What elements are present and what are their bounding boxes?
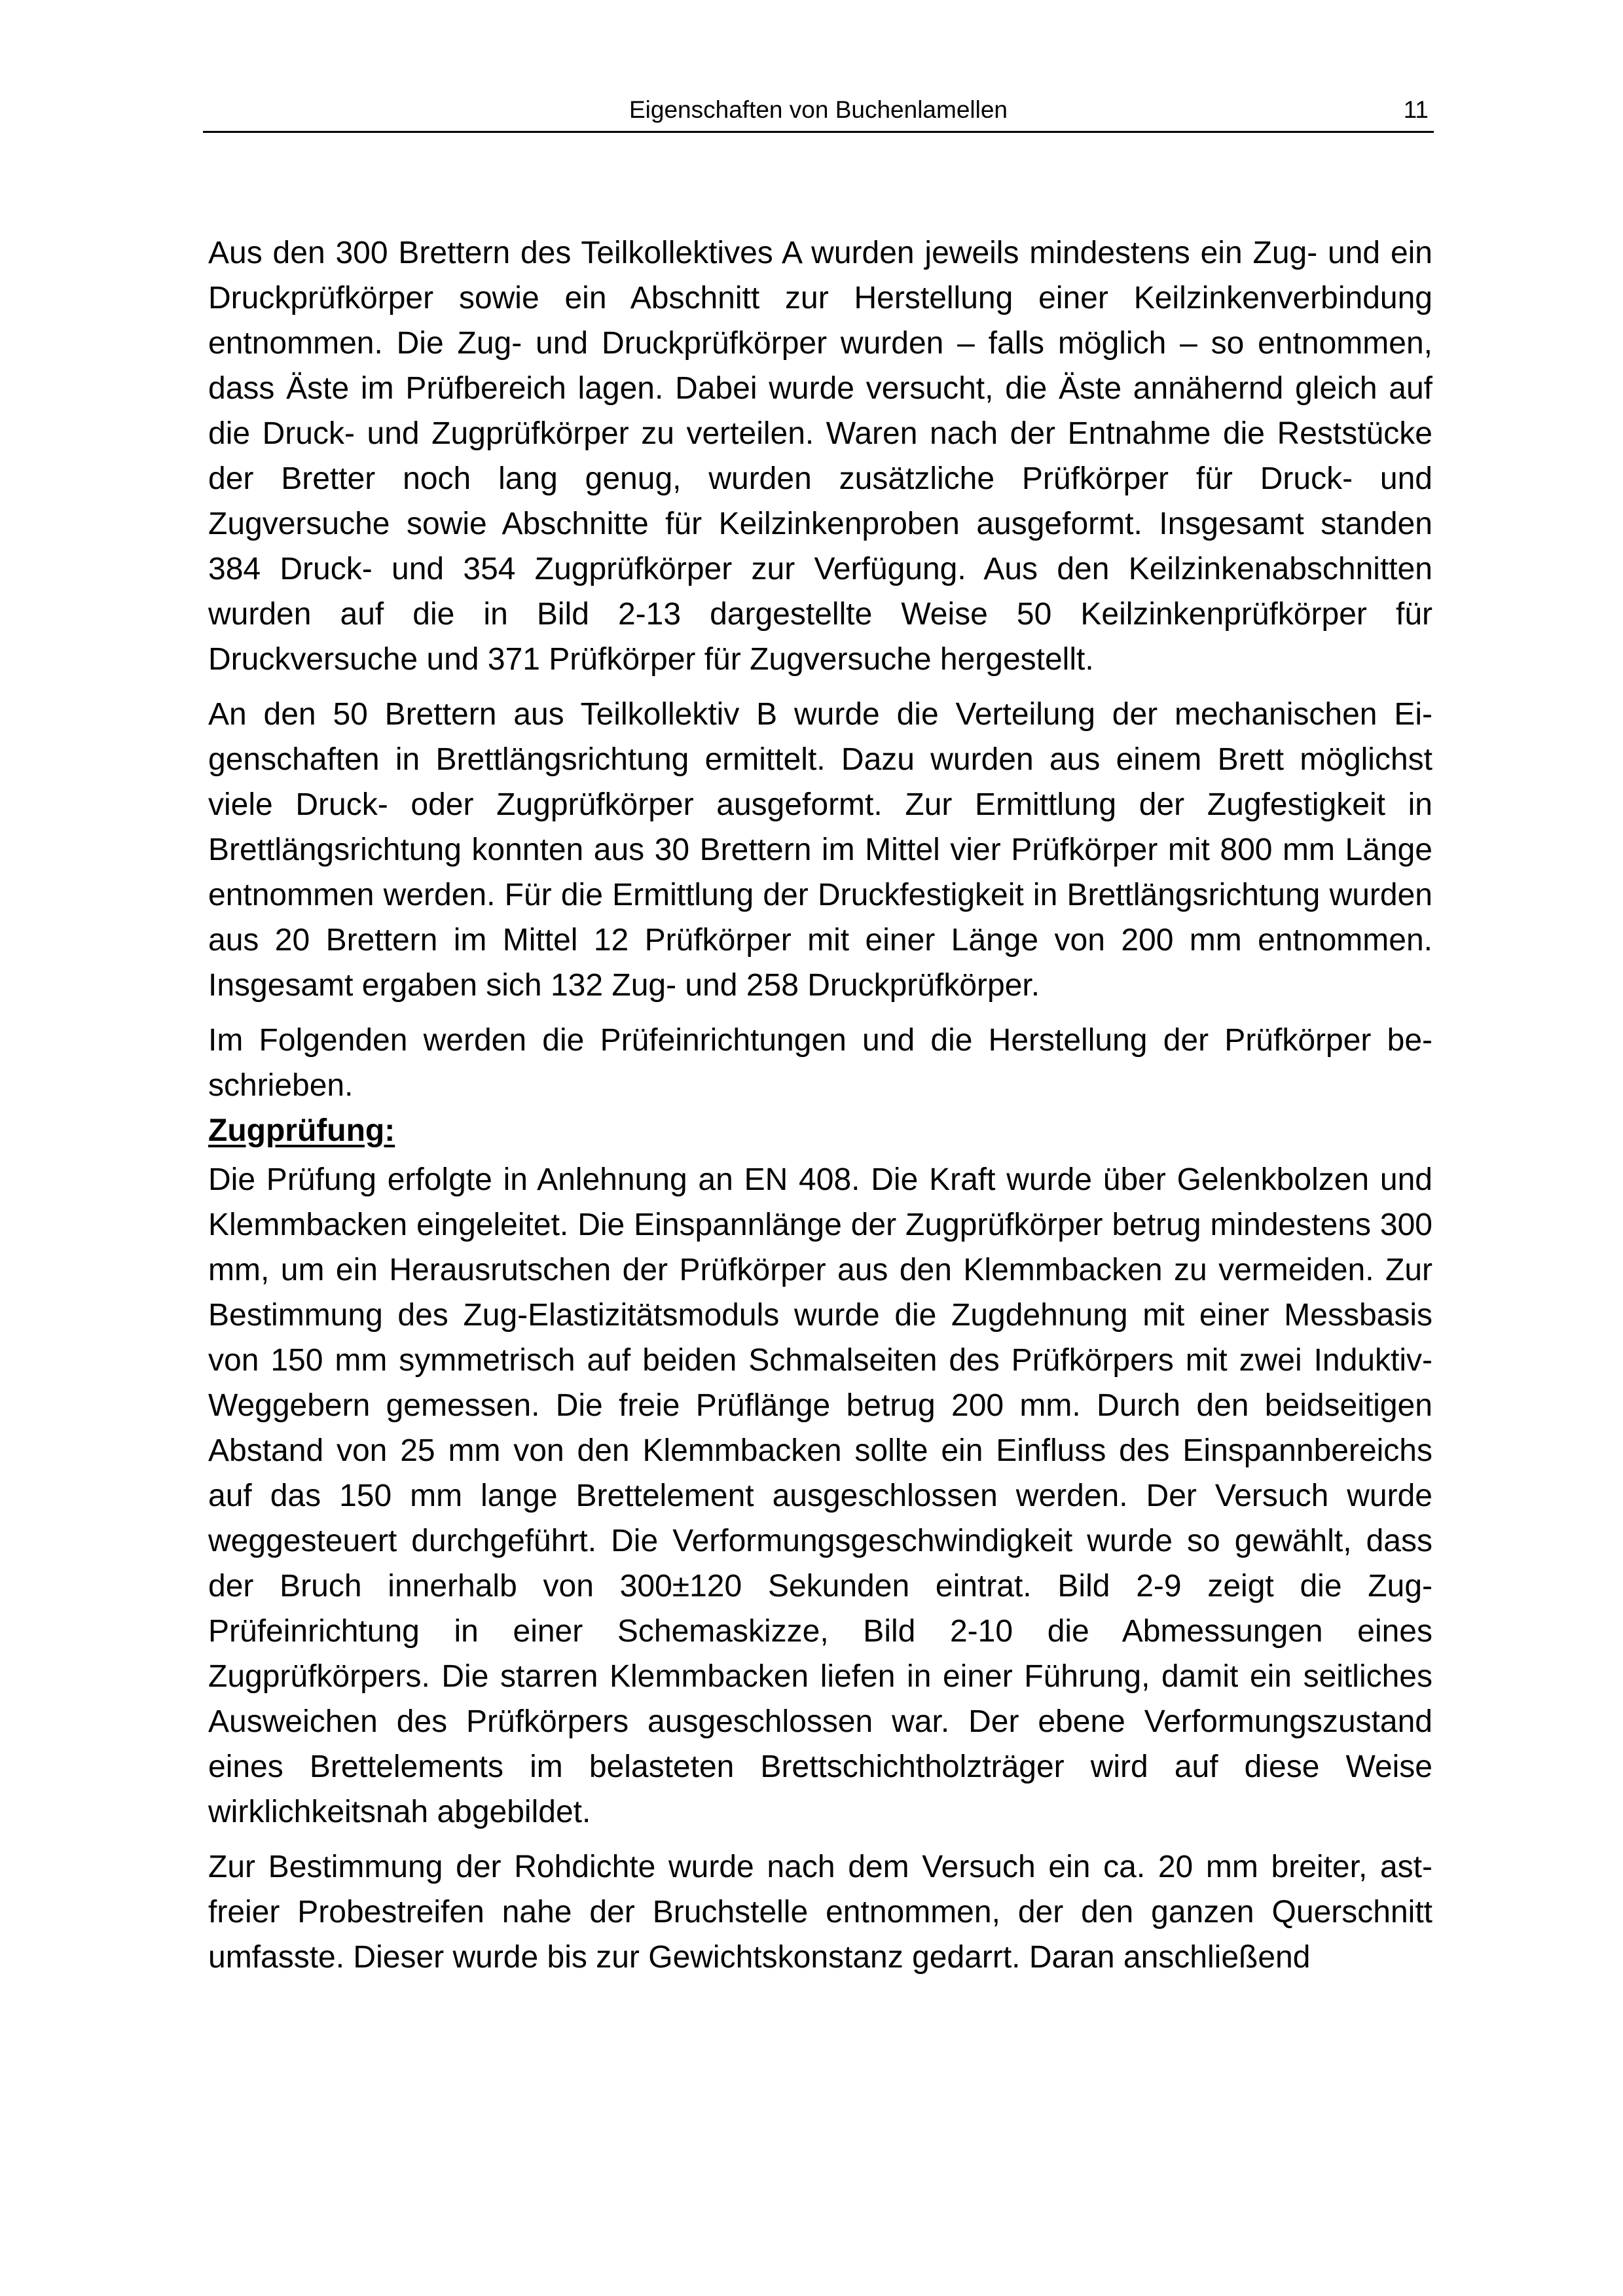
page-number: 11 [1403,96,1429,123]
paragraph-4: Die Prüfung erfolgte in Anlehnung an EN 408. Die Kraft wurde über Gelenkbolzen und Klemmbacken eingeleitet. Die Einspannlänge der Zugprüfkörper betrug mindestens 300 mm, um ein Herausrutschen der Prüfkörper aus den Klemmbacken zu vermeiden. Zur Bestimmung des Zug-Elastizitätsmoduls wurde die Zugdehnung mit einer Messbasis von 150 mm symmetrisch auf beiden Schmalseiten des Prüfkörpers mit zwei Induktiv-Weggebern gemessen. Die freie Prüflänge betrug 200 mm. Durch den beidseitigen Abstand von 25 mm von den Klemmbacken sollte ein Einfluss des Einspannbereichs auf das 150 mm lange Brettelement ausgeschlossen werden. Der Versuch wurde weggesteuert durchgeführt. Die Verformungsgeschwindigkeit wurde so gewählt, dass der Bruch innerhalb von 300±120 Sekunden eintrat. Bild 2-9 zeigt die Zug-Prüfeinrichtung in einer Schemaskizze, Bild 2-10 die Abmessungen eines Zugprüfkörpers. Die starren Klemmbacken liefen in einer Führung, damit ein seitliches Ausweichen des Prüfkörpers ausgeschlossen war. Der ebene Verformungszustand eines Brettelements im belasteten Brettschichtholzträger wird auf diese Weise wirklichkeitsnah abgebildet. [208,1162,1432,1829]
paragraph-3: Im Folgenden werden die Prüfeinrichtungen und die Herstellung der Prüfkörper beschrieben. [208,1023,1432,1103]
paragraph-5: Zur Bestimmung der Rohdichte wurde nach dem Versuch ein ca. 20 mm breiter, astfreier Probestreifen nahe der Bruchstelle entnommen, der den ganzen Querschnitt umfasste. Dieser wurde bis zur Gewichtskonstanz gedarrt. Daran anschließend [208,1850,1432,1975]
body-text [208,230,1432,1990]
section-heading-zugpruefung: Zugprüfung: [208,1113,395,1148]
paragraph-1: Aus den 300 Brettern des Teilkollektives A wurden jeweils mindestens ein Zug- und ein Druckprüfkörper sowie ein Abschnitt zur Herstellung einer Keilzinkenverbindung entnommen. Die Zug- und Druckprüfkörper wurden – falls möglich – so entnommen, dass Äste im Prüfbereich lagen. Dabei wurde versucht, die Äste annähernd gleich auf die Druck- und Zugprüfkörper zu verteilen. Waren nach der Entnahme die Reststücke der Bretter noch lang genug, wurden zusätzliche Prüfkörper für Druck- und Zugversuche sowie Abschnitte für Keilzinkenproben ausgeformt. Insgesamt standen 384 Druck- und 354 Zugprüfkörper zur Verfügung. Aus den Keilzinkenabschnitten wurden auf die in Bild 2-13 dargestellte Weise 50 Keilzinkenprüfkörper für Druckversuche und 371 Prüfkörper für Zugversuche hergestellt. [208,236,1432,677]
running-header [203,93,1434,133]
running-header-title: Eigenschaften von Buchenlamellen [629,96,1008,123]
paragraph-2: An den 50 Brettern aus Teilkollektiv B wurde die Verteilung der mechanischen Eigenschaften in Brettlängsrichtung ermittelt. Dazu wurden aus einem Brett möglichst viele Druck- oder Zugprüfkörper ausgeformt. Zur Ermittlung der Zugfestigkeit in Brettlängsrichtung konnten aus 30 Brettern im Mittel vier Prüfkörper mit 800 mm Länge entnommen werden. Für die Ermittlung der Druckfestigkeit in Brettlängsrichtung wurden aus 20 Brettern im Mittel 12 Prüfkörper mit einer Länge von 200 mm entnommen. Insgesamt ergaben sich 132 Zug- und 258 Druckprüfkörper. [208,697,1432,1003]
